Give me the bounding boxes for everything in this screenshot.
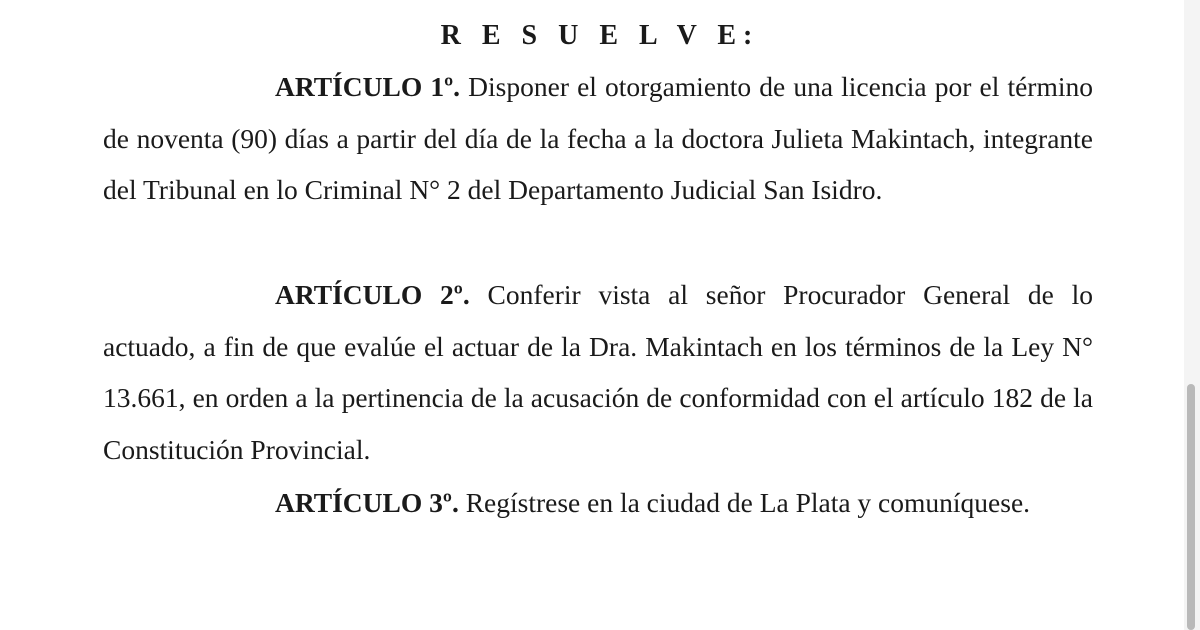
- article-3-text: Regístrese en la ciudad de La Plata y comuníquese.: [458, 487, 1031, 518]
- scrollbar-thumb[interactable]: [1187, 384, 1195, 630]
- article-2-label: ARTÍCULO 2º.: [275, 279, 470, 310]
- article-2-text: Conferir vista al señor Procurador General de lo actuado, a fin de que evalúe el actuar de la Dra. Makintach en los términos de la Ley N° 13.661, en orden a la pertinencia de la acusación de conformidad con el artículo 182 de la Constitución Provincial.: [103, 279, 1094, 465]
- article-1-text: Disponer el otorgamiento de una licencia por el término de noventa (90) días a partir del día de la fecha a la doctora Julieta Makintach, integrante del Tribunal en lo Criminal N° 2 del Departamento Judicial San Isidro.: [103, 71, 1093, 205]
- vertical-scrollbar[interactable]: [1184, 0, 1200, 630]
- article-1-label: ARTÍCULO 1º.: [275, 71, 461, 102]
- article-1: [103, 61, 1093, 216]
- article-2: [103, 269, 1093, 475]
- article-3: [103, 477, 1093, 529]
- article-3-label: ARTÍCULO 3º.: [275, 487, 459, 518]
- resolution-heading: R E S U E L V E:: [440, 20, 760, 51]
